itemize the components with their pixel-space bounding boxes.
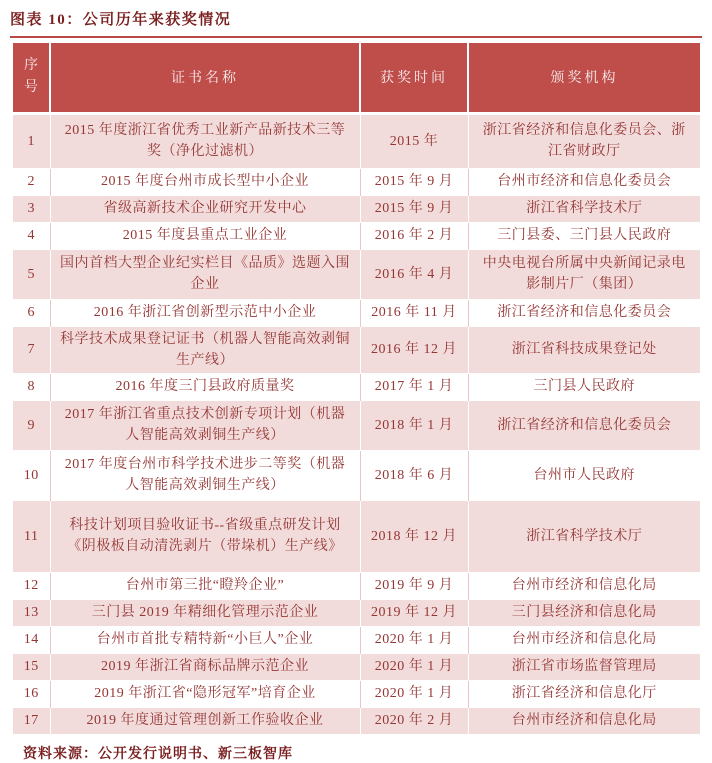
award-time-cell: 2020 年 2 月 xyxy=(360,707,468,734)
certificate-name-cell: 国内首档大型企业纪实栏目《品质》选题入围企业 xyxy=(50,249,360,299)
certificate-name-cell: 台州市第三批“瞪羚企业” xyxy=(50,572,360,599)
figure-label: 图表 10：公司历年来获奖情况 xyxy=(10,12,232,28)
awarding-org-cell: 三门县人民政府 xyxy=(468,373,700,400)
awarding-org-cell: 浙江省科学技术厅 xyxy=(468,195,700,222)
awarding-org-cell: 台州市经济和信息化委员会 xyxy=(468,168,700,195)
column-header-certificate: 证书名称 xyxy=(50,43,360,113)
awarding-org-cell: 浙江省市场监督管理局 xyxy=(468,653,700,680)
row-number-cell: 11 xyxy=(13,500,50,572)
table-row xyxy=(13,222,700,249)
row-number-cell: 1 xyxy=(13,113,50,168)
awarding-org-cell: 台州市经济和信息化局 xyxy=(468,626,700,653)
row-number-cell: 6 xyxy=(13,299,50,326)
table-row xyxy=(13,500,700,572)
award-time-cell: 2020 年 1 月 xyxy=(360,680,468,707)
awards-table-body xyxy=(13,113,700,734)
certificate-name-cell: 科技计划项目验收证书--省级重点研发计划《阴极板自动清洗剥片（带垛机）生产线》 xyxy=(50,500,360,572)
column-header-issuer: 颁奖机构 xyxy=(468,43,700,113)
table-row xyxy=(13,707,700,734)
award-time-cell: 2016 年 12 月 xyxy=(360,326,468,373)
table-row xyxy=(13,249,700,299)
row-number-cell: 17 xyxy=(13,707,50,734)
table-row xyxy=(13,680,700,707)
title-divider xyxy=(10,36,702,38)
award-time-cell: 2020 年 1 月 xyxy=(360,626,468,653)
row-number-cell: 12 xyxy=(13,572,50,599)
certificate-name-cell: 台州市首批专精特新“小巨人”企业 xyxy=(50,626,360,653)
table-row xyxy=(13,572,700,599)
certificate-name-cell: 2017 年浙江省重点技术创新专项计划（机器人智能高效剥铜生产线） xyxy=(50,400,360,450)
row-number-cell: 13 xyxy=(13,599,50,626)
row-number-cell: 8 xyxy=(13,373,50,400)
column-header-award-time: 获奖时间 xyxy=(360,43,468,113)
awarding-org-cell: 中央电视台所属中央新闻记录电影制片厂（集团） xyxy=(468,249,700,299)
column-header-number: 序号 xyxy=(13,43,50,113)
certificate-name-cell: 科学技术成果登记证书（机器人智能高效剥铜生产线） xyxy=(50,326,360,373)
award-time-cell: 2016 年 4 月 xyxy=(360,249,468,299)
awarding-org-cell: 浙江省经济和信息化厅 xyxy=(468,680,700,707)
table-row xyxy=(13,168,700,195)
table-row xyxy=(13,599,700,626)
awarding-org-cell: 浙江省经济和信息化委员会 xyxy=(468,299,700,326)
awarding-org-cell: 三门县经济和信息化局 xyxy=(468,599,700,626)
certificate-name-cell: 2017 年度台州市科学技术进步二等奖（机器人智能高效剥铜生产线） xyxy=(50,450,360,500)
table-row xyxy=(13,400,700,450)
certificate-name-cell: 2019 年浙江省商标品牌示范企业 xyxy=(50,653,360,680)
source-note: 资料来源：公开发行说明书、新三板智库 xyxy=(23,747,293,762)
awards-table-header xyxy=(13,43,700,113)
awarding-org-cell: 浙江省科技成果登记处 xyxy=(468,326,700,373)
award-time-cell: 2018 年 12 月 xyxy=(360,500,468,572)
award-time-cell: 2019 年 9 月 xyxy=(360,572,468,599)
table-row xyxy=(13,326,700,373)
award-time-cell: 2016 年 2 月 xyxy=(360,222,468,249)
table-row xyxy=(13,299,700,326)
award-time-cell: 2015 年 9 月 xyxy=(360,168,468,195)
awarding-org-cell: 三门县委、三门县人民政府 xyxy=(468,222,700,249)
awarding-org-cell: 浙江省科学技术厅 xyxy=(468,500,700,572)
award-time-cell: 2015 年 9 月 xyxy=(360,195,468,222)
certificate-name-cell: 三门县 2019 年精细化管理示范企业 xyxy=(50,599,360,626)
awarding-org-cell: 浙江省经济和信息化委员会、浙江省财政厅 xyxy=(468,113,700,168)
awarding-org-cell: 台州市人民政府 xyxy=(468,450,700,500)
certificate-name-cell: 2015 年度台州市成长型中小企业 xyxy=(50,168,360,195)
award-time-cell: 2015 年 xyxy=(360,113,468,168)
table-row xyxy=(13,626,700,653)
table-row xyxy=(13,653,700,680)
award-time-cell: 2020 年 1 月 xyxy=(360,653,468,680)
table-row xyxy=(13,113,700,168)
table-row xyxy=(13,373,700,400)
awarding-org-cell: 台州市经济和信息化局 xyxy=(468,572,700,599)
award-time-cell: 2019 年 12 月 xyxy=(360,599,468,626)
certificate-name-cell: 2015 年度县重点工业企业 xyxy=(50,222,360,249)
certificate-name-cell: 省级高新技术企业研究开发中心 xyxy=(50,195,360,222)
table-row xyxy=(13,450,700,500)
awarding-org-cell: 台州市经济和信息化局 xyxy=(468,707,700,734)
row-number-cell: 16 xyxy=(13,680,50,707)
certificate-name-cell: 2016 年浙江省创新型示范中小企业 xyxy=(50,299,360,326)
row-number-cell: 7 xyxy=(13,326,50,373)
awarding-org-cell: 浙江省经济和信息化委员会 xyxy=(468,400,700,450)
award-time-cell: 2016 年 11 月 xyxy=(360,299,468,326)
header-row xyxy=(13,43,700,113)
certificate-name-cell: 2019 年度通过管理创新工作验收企业 xyxy=(50,707,360,734)
awards-table xyxy=(13,43,700,734)
row-number-cell: 4 xyxy=(13,222,50,249)
row-number-cell: 9 xyxy=(13,400,50,450)
row-number-cell: 14 xyxy=(13,626,50,653)
table-row xyxy=(13,195,700,222)
row-number-cell: 3 xyxy=(13,195,50,222)
row-number-cell: 5 xyxy=(13,249,50,299)
certificate-name-cell: 2015 年度浙江省优秀工业新产品新技术三等奖（净化过滤机） xyxy=(50,113,360,168)
row-number-cell: 15 xyxy=(13,653,50,680)
certificate-name-cell: 2019 年浙江省“隐形冠军”培育企业 xyxy=(50,680,360,707)
award-time-cell: 2017 年 1 月 xyxy=(360,373,468,400)
award-time-cell: 2018 年 6 月 xyxy=(360,450,468,500)
row-number-cell: 2 xyxy=(13,168,50,195)
row-number-cell: 10 xyxy=(13,450,50,500)
certificate-name-cell: 2016 年度三门县政府质量奖 xyxy=(50,373,360,400)
award-time-cell: 2018 年 1 月 xyxy=(360,400,468,450)
